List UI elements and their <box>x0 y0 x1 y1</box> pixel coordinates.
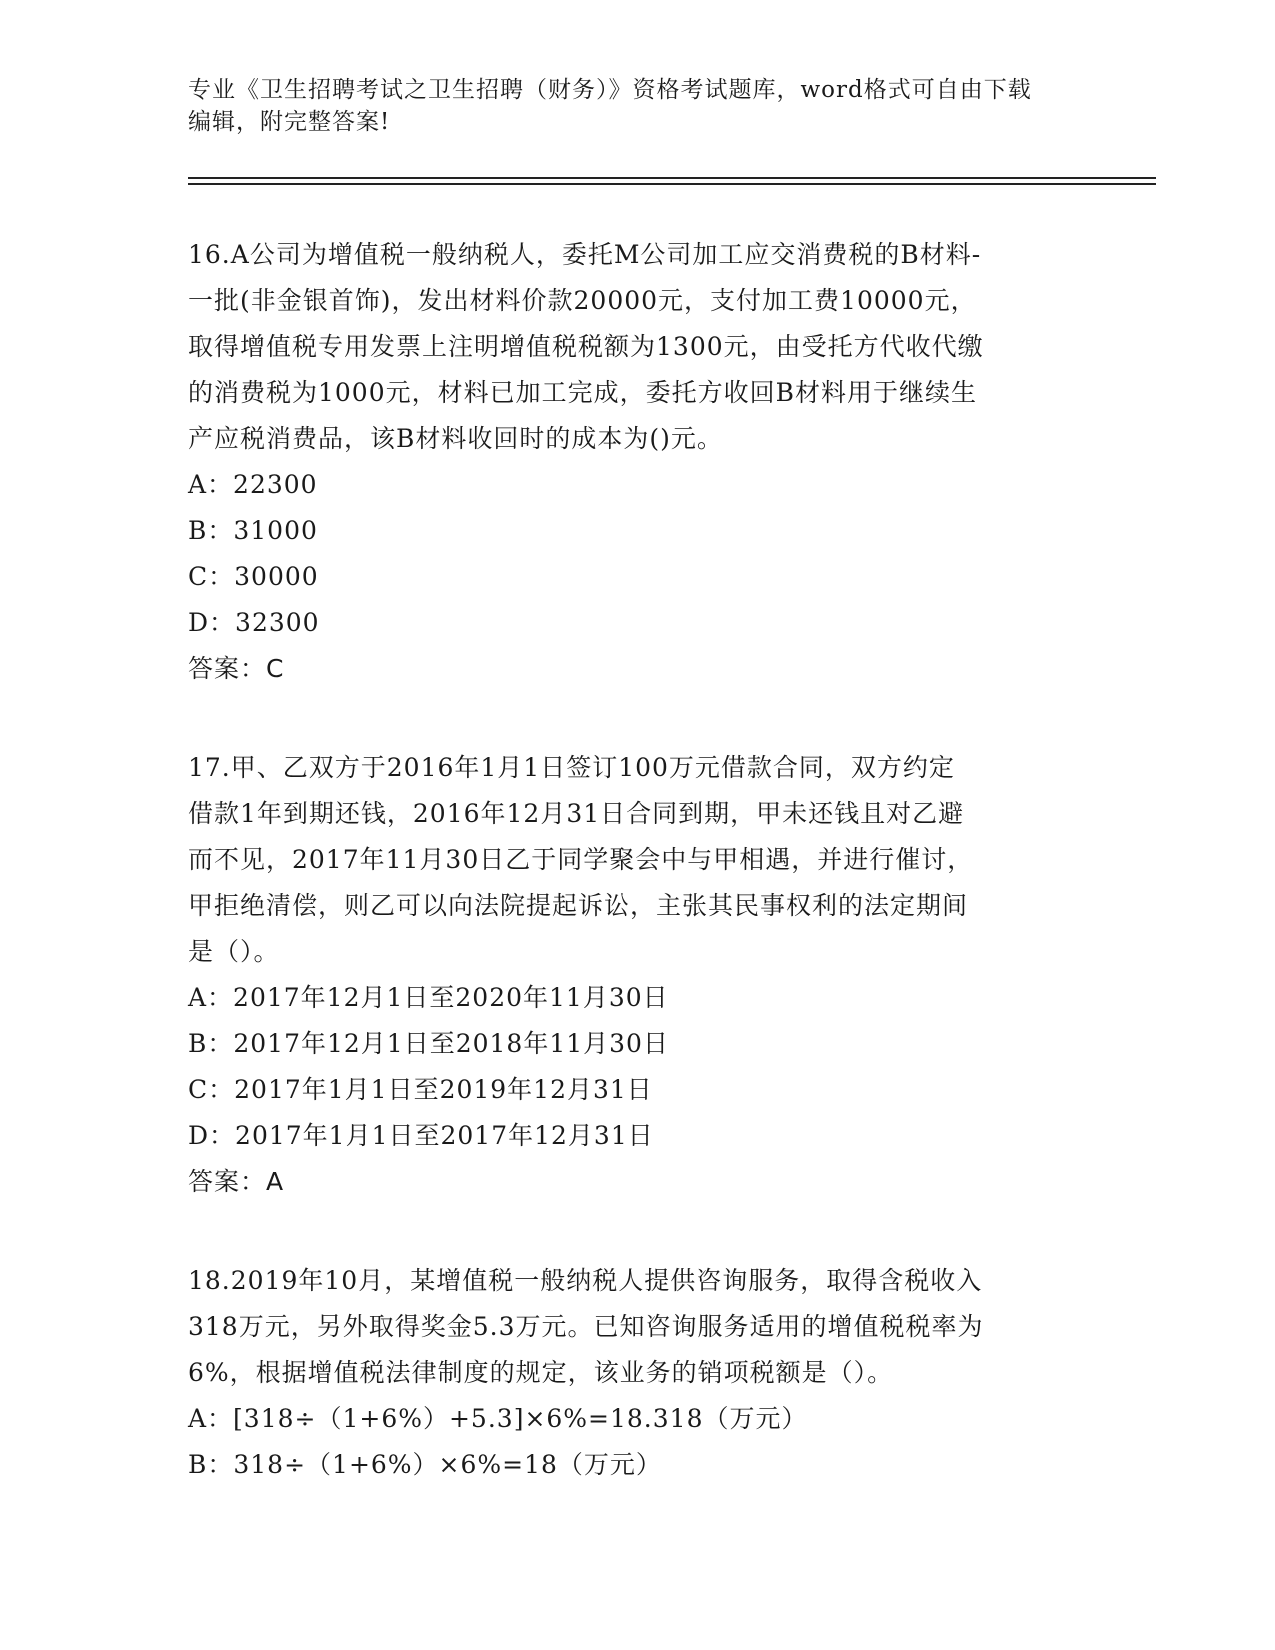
answer-label: 答案：A <box>188 1167 285 1196</box>
question-text-line: 而不见，2017年11月30日乙于同学聚会中与甲相遇，并进行催讨， <box>188 845 974 874</box>
header-line-2: 编辑，附完整答案! <box>188 109 391 135</box>
question-text-line: 的消费税为1000元，材料已加工完成，委托方收回B材料用于继续生 <box>188 378 977 407</box>
question-text-line: 甲拒绝清偿，则乙可以向法院提起诉讼，主张其民事权利的法定期间 <box>188 891 969 920</box>
header-line-1: 专业《卫生招聘考试之卫生招聘（财务）》资格考试题库，word格式可自由下载 <box>188 77 1032 103</box>
question-text-line: 取得增值税专用发票上注明增值税税额为1300元，由受托方代收代缴 <box>188 332 984 361</box>
question-text-line: 是（）。 <box>188 937 280 966</box>
header-divider-top <box>188 177 1156 179</box>
question-16 <box>188 232 1088 692</box>
option-a: A：2017年12月1日至2020年11月30日 <box>188 983 669 1012</box>
option-a: A：22300 <box>188 470 318 499</box>
question-text-line: 17.甲、乙双方于2016年1月1日签订100万元借款合同，双方约定 <box>188 753 955 782</box>
header-divider-bottom <box>188 183 1156 185</box>
question-17 <box>188 745 1088 1205</box>
option-d: D：2017年1月1日至2017年12月31日 <box>188 1121 654 1150</box>
option-c: C：30000 <box>188 562 319 591</box>
option-d: D：32300 <box>188 608 320 637</box>
question-text-line: 318万元，另外取得奖金5.3万元。已知咨询服务适用的增值税税率为 <box>188 1312 984 1341</box>
option-a: A：[318÷（1+6%）+5.3]×6%=18.318（万元） <box>188 1404 808 1433</box>
answer-label: 答案：C <box>188 654 285 683</box>
question-text-line: 18.2019年10月，某增值税一般纳税人提供咨询服务，取得含税收入 <box>188 1266 983 1295</box>
question-text-line: 一批(非金银首饰)，发出材料价款20000元，支付加工费10000元， <box>188 286 977 315</box>
question-text-line: 产应税消费品，该B材料收回时的成本为()元。 <box>188 424 723 453</box>
question-text-line: 6%，根据增值税法律制度的规定，该业务的销项税额是（）。 <box>188 1358 894 1387</box>
document-header <box>188 74 1088 138</box>
option-c: C：2017年1月1日至2019年12月31日 <box>188 1075 653 1104</box>
option-b: B：318÷（1+6%）×6%=18（万元） <box>188 1450 662 1479</box>
question-list <box>188 232 1088 1541</box>
question-18 <box>188 1258 1088 1488</box>
option-b: B：31000 <box>188 516 318 545</box>
question-text-line: 借款1年到期还钱，2016年12月31日合同到期，甲未还钱且对乙避 <box>188 799 965 828</box>
option-b: B：2017年12月1日至2018年11月30日 <box>188 1029 669 1058</box>
question-text-line: 16.A公司为增值税一般纳税人，委托M公司加工应交消费税的B材料- <box>188 240 982 269</box>
